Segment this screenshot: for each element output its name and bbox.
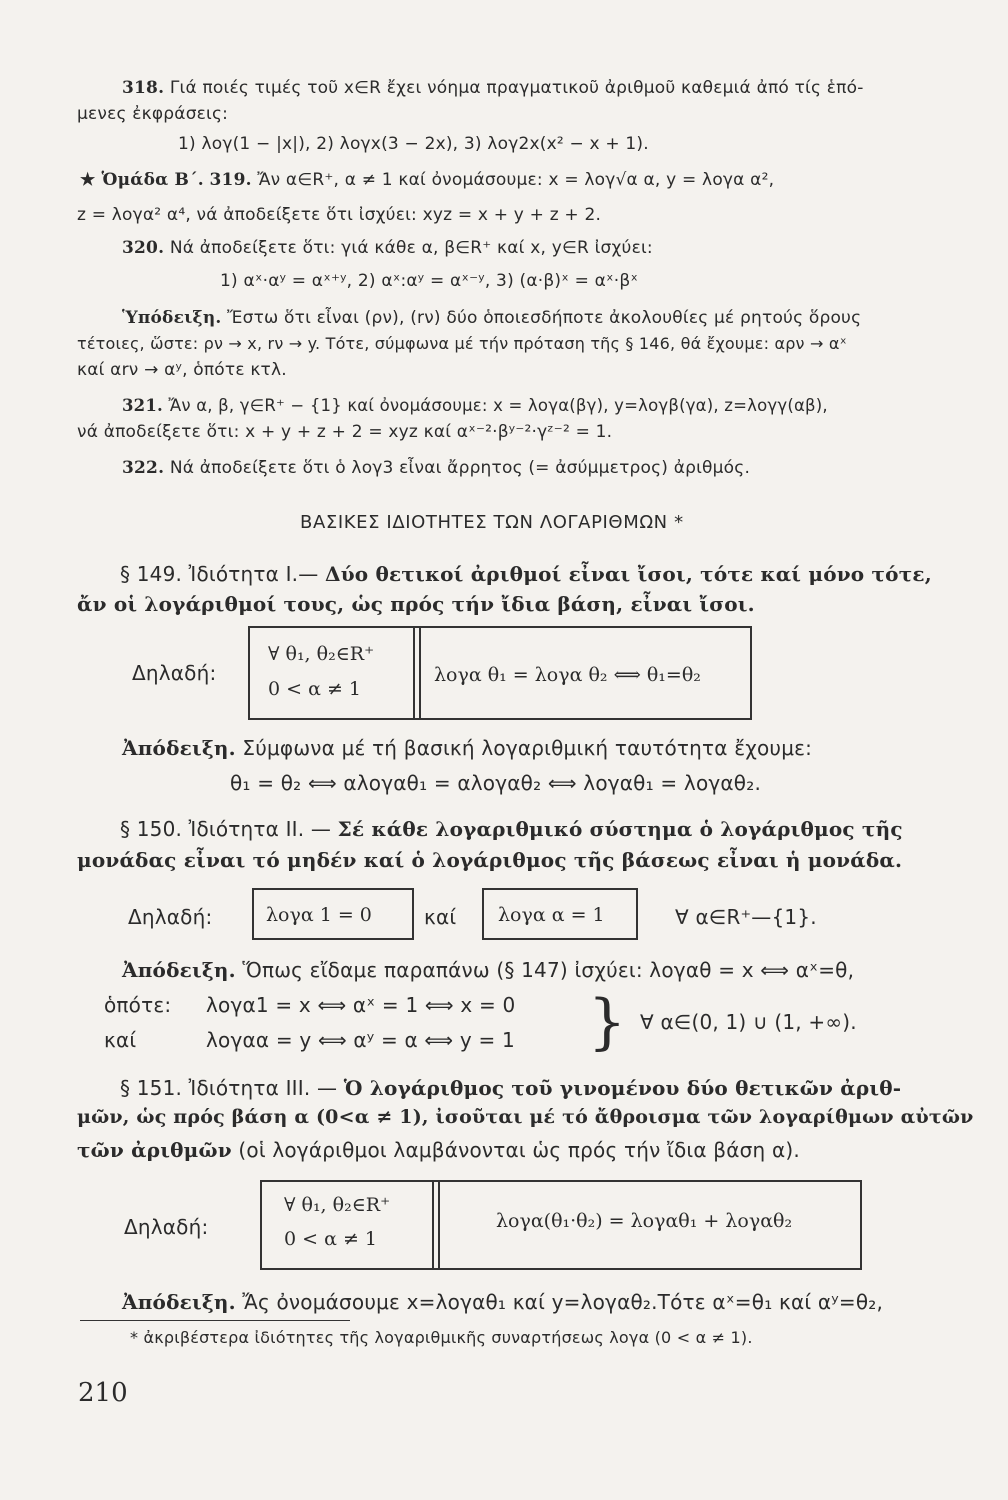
exercise-text: Γιά ποιές τιμές τοῦ x∈R ἔχει νόημα πραγματικοῦ ἀριθμοῦ καθεμιά ἀπό τίς ἑπό-: [169, 78, 864, 98]
paragraph-statement: Ὁ λογάριθμος τοῦ γινομένου δύο θετικῶν ἀριθ-: [343, 1076, 902, 1100]
footnote: * ἀκριβέστερα ἰδιότητες τῆς λογαριθμικῆς συναρτήσεως λογα (0 < α ≠ 1).: [130, 1328, 753, 1347]
proof-150-row2-label: καί: [104, 1028, 137, 1052]
proof-label: Ἀπόδειξη.: [122, 736, 236, 760]
exercise-318-line1: [122, 78, 864, 98]
paragraph-151-line3: [77, 1138, 800, 1162]
hint-label: Ὑπόδειξη.: [122, 308, 222, 328]
proof-150-row2: λογαα = y ⟺ αʸ = α ⟺ y = 1: [206, 1028, 515, 1052]
dilady-label-150: Δηλαδή:: [128, 905, 213, 929]
paragraph-149-line1: [120, 562, 932, 586]
section-title: ΒΑΣΙΚΕΣ ΙΔΙΟΤΗΤΕΣ ΤΩΝ ΛΟΓΑΡΙΘΜΩΝ *: [300, 512, 684, 533]
condition-line2: 0 < α ≠ 1: [268, 678, 362, 700]
box-divider: [438, 1180, 440, 1268]
group-label: ★ Ὁμάδα Β΄.: [80, 170, 204, 190]
proof-149-equation: θ₁ = θ₂ ⟺ αλογαθ₁ = αλογαθ₂ ⟺ λογαθ₁ = λογαθ₂.: [230, 771, 762, 795]
page-number: 210: [78, 1378, 128, 1408]
paragraph-statement-end: τῶν ἀριθμῶν: [77, 1138, 232, 1162]
exercise-321-line2: νά ἀποδείξετε ὅτι: x + y + z + 2 = xyz καί αˣ⁻²·βʸ⁻²·γᶻ⁻² = 1.: [77, 422, 613, 442]
dilady-label-149: Δηλαδή:: [132, 661, 217, 685]
proof-text: Σύμφωνα μέ τή βασική λογαριθμική ταυτότητα ἔχουμε:: [242, 736, 813, 760]
exercise-319-line2: z = λογα² α⁴, νά ἀποδείξετε ὅτι ἰσχύει: xyz = x + y + z + 2.: [77, 205, 602, 225]
exercise-number: 321.: [122, 396, 163, 415]
exercise-320-items: 1) αˣ·αʸ = αˣ⁺ʸ, 2) αˣ:αʸ = αˣ⁻ʸ, 3) (α·β)ˣ = αˣ·βˣ: [220, 271, 639, 291]
property-formula-150b: λογα α = 1: [498, 904, 605, 926]
property-formula-150a: λογα 1 = 0: [266, 904, 372, 926]
exercise-319-line1: [80, 170, 774, 190]
proof-text: Ἄς ὀνομάσουμε x=λογαθ₁ καί y=λογαθ₂.Τότε αˣ=θ₁ καί αʸ=θ₂,: [242, 1290, 884, 1314]
exercise-number: 320.: [122, 238, 165, 258]
hint-text: Ἔστω ὅτι εἶναι (ρν), (rν) δύο ὁποιεσδήποτε ἀκολουθίες μέ ρητούς ὅρους: [227, 308, 862, 328]
for-all-condition: ∀ α∈R⁺—{1}.: [675, 905, 817, 929]
proof-149-line1: [122, 736, 812, 760]
paragraph-150-line1: [120, 817, 903, 841]
condition-line1: ∀ θ₁, θ₂∈R⁺: [268, 643, 375, 665]
paragraph-note: (οἱ λογάριθμοι λαμβάνονται ὡς πρός τήν ἴδια βάση α).: [238, 1138, 800, 1162]
proof-151-line1: [122, 1290, 883, 1314]
box-divider: [413, 626, 415, 718]
box-divider: [432, 1180, 434, 1268]
hint-line3: καί αrν → αʸ, ὁπότε κτλ.: [77, 360, 287, 380]
paragraph-heading: § 150. Ἰδιότητα ΙΙ. —: [120, 817, 332, 841]
proof-150-row1-label: ὁπότε:: [104, 993, 172, 1017]
exercise-318-items: 1) λογ(1 − |x|), 2) λογx(3 − 2x), 3) λογ2x(x² − x + 1).: [178, 134, 649, 154]
exercise-number: 318.: [122, 78, 165, 98]
proof-text: Ὅπως εἴδαμε παραπάνω (§ 147) ἰσχύει: λογαθ = x ⟺ αˣ=θ,: [242, 958, 855, 982]
exercise-322-line1: [122, 458, 750, 478]
property-formula-151: λογα(θ₁·θ₂) = λογαθ₁ + λογαθ₂: [496, 1210, 793, 1232]
paragraph-149-line2: ἄν οἱ λογάριθμοί τους, ὡς πρός τήν ἴδια βάση, εἶναι ἴσοι.: [77, 592, 755, 616]
dilady-label-151: Δηλαδή:: [124, 1215, 209, 1239]
exercise-number: 319.: [209, 170, 252, 190]
curly-brace-icon: }: [588, 987, 627, 1057]
proof-label: Ἀπόδειξη.: [122, 1290, 236, 1314]
paragraph-heading: § 151. Ἰδιότητα ΙΙΙ. —: [120, 1076, 338, 1100]
paragraph-statement: Δύο θετικοί ἀριθμοί εἶναι ἴσοι, τότε καί μόνο τότε,: [325, 562, 932, 586]
exercise-320-line1: [122, 238, 653, 258]
exercise-318-line2: μενες ἐκφράσεις:: [77, 104, 229, 124]
paragraph-151-line1: [120, 1076, 901, 1100]
proof-150-domain: ∀ α∈(0, 1) ∪ (1, +∞).: [640, 1010, 857, 1034]
box-divider: [419, 626, 421, 718]
hint-line1: [122, 308, 861, 328]
condition-line1: ∀ θ₁, θ₂∈R⁺: [284, 1194, 391, 1216]
proof-label: Ἀπόδειξη.: [122, 958, 236, 982]
exercise-number: 322.: [122, 458, 165, 478]
proof-150-line1: [122, 958, 854, 982]
paragraph-151-line2: μῶν, ὡς πρός βάση α (0<α ≠ 1), ἰσοῦται μέ τό ἄθροισμα τῶν λογαρίθμων αὐτῶν: [77, 1106, 974, 1128]
exercise-text: Ἄν α∈R⁺, α ≠ 1 καί ὀνομάσουμε: x = λογ√α α, y = λογα α²,: [257, 170, 775, 190]
exercise-text: Νά ἀποδείξετε ὅτι ὁ λογ3 εἶναι ἄρρητος (= ἀσύμμετρος) ἀριθμός.: [169, 458, 751, 478]
paragraph-150-line2: μονάδας εἶναι τό μηδέν καί ὁ λογάριθμος τῆς βάσεως εἶναι ἡ μονάδα.: [77, 848, 903, 872]
exercise-text: Νά ἀποδείξετε ὅτι: γιά κάθε α, β∈R⁺ καί x, y∈R ἰσχύει:: [169, 238, 653, 258]
hint-line2: τέτοιες, ὥστε: ρν → x, rν → y. Τότε, σύμφωνα μέ τήν πρόταση τῆς § 146, θά ἔχουμε: αρν → αˣ: [77, 334, 847, 353]
proof-150-row1: λογα1 = x ⟺ αˣ = 1 ⟺ x = 0: [206, 993, 516, 1017]
exercise-321-line1: [122, 396, 828, 415]
conjunction: καί: [424, 905, 457, 929]
footnote-rule: [80, 1320, 350, 1321]
paragraph-heading: § 149. Ἰδιότητα Ι.—: [120, 562, 319, 586]
condition-line2: 0 < α ≠ 1: [284, 1228, 378, 1250]
property-formula-149: λογα θ₁ = λογα θ₂ ⟺ θ₁=θ₂: [434, 664, 701, 686]
paragraph-statement: Σέ κάθε λογαριθμικό σύστημα ὁ λογάριθμος τῆς: [337, 817, 903, 841]
exercise-text: Ἄν α, β, γ∈R⁺ − {1} καί ὀνομάσουμε: x = λογα(βγ), y=λογβ(γα), z=λογγ(αβ),: [168, 396, 828, 415]
